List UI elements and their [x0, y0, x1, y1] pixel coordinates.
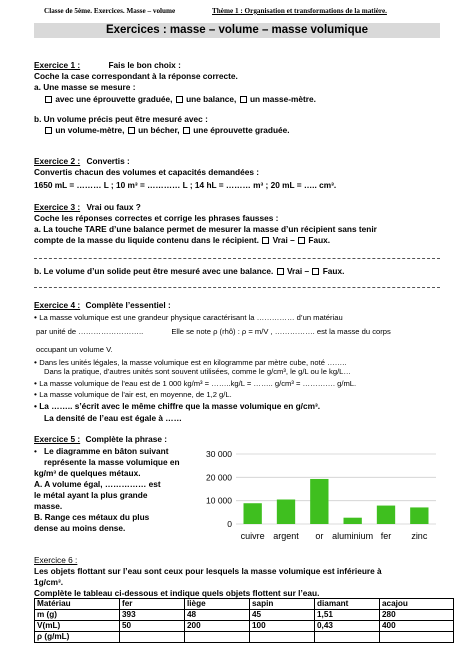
- ex5-line8: dense au moins dense.: [34, 523, 126, 533]
- ex4-text3: occupant un volume V.: [36, 345, 113, 354]
- label-3a-faux: Faux.: [308, 235, 331, 245]
- bullet-icon: •: [34, 378, 37, 388]
- ex6-line3: Complète le tableau ci-dessous et indique quels objets flottent sur l’eau.: [34, 588, 320, 598]
- option-a1: avec une éprouvette graduée,: [55, 94, 173, 104]
- ex1-options-b: [44, 125, 290, 135]
- table-cell: 50: [120, 621, 185, 632]
- ex3-subtitle: Vrai ou faux ?: [86, 202, 141, 212]
- ex3-question-b-line: [34, 266, 344, 276]
- checkbox-a2[interactable]: [176, 96, 183, 103]
- ex4-text4: Dans les unités légales, la masse volumique est en kilogramme par mètre cube, noté ……..: [39, 358, 347, 367]
- ex2-heading: Exercice 2 :: [34, 156, 81, 166]
- checkbox-3b-faux[interactable]: [312, 268, 319, 275]
- x-tick-label: cuivre: [240, 531, 265, 541]
- ex4-text7: La masse volumique de l’air est, en moyenne, de 1,2 g/L.: [39, 390, 232, 399]
- ex1-heading-line: [34, 60, 181, 70]
- ex4-line8: [34, 401, 320, 411]
- ex4-line1: [34, 312, 343, 323]
- header-theme: Thème 1 : Organisation et transformations de la matière.: [212, 7, 387, 15]
- checkbox-b2[interactable]: [128, 127, 135, 134]
- ex4-text2a: par unité de ……………………..: [36, 327, 144, 336]
- option-a2: une balance,: [186, 94, 237, 104]
- checkbox-3a-vrai[interactable]: [262, 237, 269, 244]
- table-cell: 0,43: [315, 621, 380, 632]
- checkbox-a3[interactable]: [240, 96, 247, 103]
- table-cell[interactable]: [120, 632, 185, 643]
- table-cell: ρ (g/mL): [35, 632, 120, 643]
- option-b2: un bécher,: [138, 125, 180, 135]
- ex1-instruction: Coche la case correspondant à la réponse correcte.: [34, 71, 238, 81]
- ex3-heading: Exercice 3 :: [34, 202, 81, 212]
- ex6-heading: Exercice 6 :: [34, 555, 78, 565]
- table-row: [35, 599, 454, 610]
- ex1-subtitle: Fais le bon choix :: [108, 60, 181, 70]
- ex3-instruction: Coche les réponses correctes et corrige les phrases fausses :: [34, 213, 279, 223]
- table-cell: 280: [380, 610, 454, 621]
- ex3-answer-line-b: [34, 287, 440, 288]
- option-b3: une éprouvette graduée.: [193, 125, 290, 135]
- bullet-icon: •: [34, 357, 37, 367]
- y-tick-label: 30 000: [206, 449, 232, 459]
- table-cell: 1,51: [315, 610, 380, 621]
- y-tick-label: 0: [227, 519, 232, 529]
- ex5-bullet: [34, 446, 37, 456]
- ex2-heading-line: [34, 156, 130, 166]
- ex4-line6: [34, 378, 356, 389]
- ex6-line2: 1g/cm³.: [34, 577, 64, 587]
- checkbox-b1[interactable]: [45, 127, 52, 134]
- checkbox-a1[interactable]: [45, 96, 52, 103]
- checkbox-3a-faux[interactable]: [298, 237, 305, 244]
- ex4-text2b: Elle se note ρ (rhô) : ρ = m/V , ……………. est la masse du corps: [171, 327, 391, 336]
- table-cell: diamant: [315, 599, 380, 610]
- table-cell: 48: [185, 610, 250, 621]
- ex1-heading: Exercice 1 :: [34, 60, 81, 70]
- checkbox-3b-vrai[interactable]: [277, 268, 284, 275]
- label-3b-vrai: Vrai –: [286, 266, 310, 276]
- bar-cuivre: [244, 503, 262, 524]
- ex5-line7: B. Range ces métaux du plus: [34, 512, 150, 522]
- table-cell: liège: [185, 599, 250, 610]
- option-a3: un masse-mètre.: [249, 94, 316, 104]
- table-cell: 400: [380, 621, 454, 632]
- table-cell: 100: [250, 621, 315, 632]
- table-row: [35, 632, 454, 643]
- ex5-line5: le métal ayant la plus grande: [34, 490, 148, 500]
- x-tick-label: fer: [380, 531, 392, 541]
- page-title: Exercices : masse – volume – masse volumique: [34, 23, 440, 38]
- ex5-heading-line: [34, 434, 167, 444]
- ex4-text6: La masse volumique de l’eau est de 1 000 kg/m³ = ……..kg/L = …….. g/cm³ = …………. g/mL.: [39, 379, 357, 388]
- ex5-subtitle: Complète la phrase :: [85, 434, 168, 444]
- bullet-icon: •: [34, 446, 37, 456]
- table-cell: acajou: [380, 599, 454, 610]
- y-tick-label: 10 000: [206, 495, 232, 506]
- table-cell: V(mL): [35, 621, 120, 632]
- ex3-question-b: b. Le volume d’un solide peut être mesuré avec une balance.: [34, 266, 274, 276]
- table-row: [35, 621, 454, 632]
- ex3-answer-line-a: [34, 258, 440, 259]
- ex3-question-a2: compte de la masse du liquide contenu dans le récipient.: [34, 235, 259, 245]
- ex2-instruction: Convertis chacun des volumes et capacités demandées :: [34, 167, 260, 177]
- bullet-icon: •: [34, 401, 37, 411]
- checkbox-b3[interactable]: [183, 127, 190, 134]
- table-cell[interactable]: [315, 632, 380, 643]
- bar-fer: [377, 506, 395, 524]
- bar-argent: [277, 500, 295, 525]
- table-cell: Matériau: [35, 599, 120, 610]
- ex2-subtitle: Convertis :: [86, 156, 130, 166]
- ex4-subtitle: Complète l’essentiel :: [85, 300, 171, 310]
- label-3a-vrai: Vrai –: [272, 235, 295, 245]
- ex1-options-a: [44, 94, 316, 104]
- y-tick-label: 20 000: [206, 472, 232, 483]
- label-3b-faux: Faux.: [322, 266, 345, 276]
- ex4-line7: [34, 389, 232, 400]
- ex5-line6: masse.: [34, 501, 63, 511]
- bar-zinc: [410, 507, 428, 524]
- ex1-question-a: a. Une masse se mesure :: [34, 82, 136, 92]
- ex6-line1: Les objets flottant sur l’eau sont ceux pour lesquels la masse volumique est inférieure à: [34, 566, 382, 576]
- ex3-heading-line: [34, 202, 141, 212]
- header-class: Classe de 5ème. Exercices. Masse – volume: [44, 7, 176, 15]
- ex4-text9: La densité de l’eau est égale à ……: [44, 413, 182, 423]
- table-cell: sapin: [250, 599, 315, 610]
- bar-or: [310, 479, 328, 524]
- ex4-heading-line: [34, 300, 171, 310]
- ex2-conversions: 1650 mL = ……… L ; 10 m³ = ………… L ; 14 hL = ……… m³ ; 20 mL = ….. cm³.: [34, 180, 337, 190]
- table-cell: fer: [120, 599, 185, 610]
- ex4-heading: Exercice 4 :: [34, 300, 81, 310]
- bullet-icon: •: [34, 389, 37, 399]
- ex5-line1: Le diagramme en bâton suivant: [44, 446, 169, 456]
- ex5-heading: Exercice 5 :: [34, 434, 81, 444]
- option-b1: un volume-mètre,: [55, 125, 125, 135]
- bar-aluminium: [344, 518, 362, 524]
- table-cell[interactable]: [185, 632, 250, 643]
- x-tick-label: argent: [273, 531, 299, 541]
- ex5-line4: A. A volume égal, …………… est: [34, 479, 161, 489]
- ex5-line3: kg/m³ de quelques métaux.: [34, 468, 141, 478]
- table-row: [35, 610, 454, 621]
- materials-table: [34, 598, 454, 643]
- table-cell: 45: [250, 610, 315, 621]
- density-bar-chart: [200, 440, 440, 548]
- ex3-question-a1: a. La touche TARE d’une balance permet de mesurer la masse d’un récipient sans tenir: [34, 224, 377, 234]
- x-tick-label: zinc: [411, 531, 428, 541]
- ex5-line2: représente la masse volumique en: [44, 457, 180, 467]
- ex4-text8: La …….. s’écrit avec le même chiffre que la masse volumique en g/cm³.: [39, 401, 321, 411]
- x-tick-label: or: [315, 531, 324, 541]
- table-cell: m (g): [35, 610, 120, 621]
- table-cell[interactable]: [250, 632, 315, 643]
- ex4-line2: [36, 327, 391, 337]
- ex3-question-a2-line: [34, 235, 330, 245]
- ex4-text5: Dans la pratique, d’autres unités sont souvent utilisées, comme le g/cm³, le g/L ou le kg/L…: [44, 367, 351, 376]
- ex4-text1: La masse volumique est une grandeur physique caractérisant la …………… d’un matériau: [39, 313, 343, 322]
- ex1-question-b: b. Un volume précis peut être mesuré avec :: [34, 114, 208, 124]
- table-cell: 393: [120, 610, 185, 621]
- table-cell[interactable]: [380, 632, 454, 643]
- bullet-icon: •: [34, 312, 37, 322]
- x-tick-label: aluminium: [332, 531, 374, 541]
- table-cell: 200: [185, 621, 250, 632]
